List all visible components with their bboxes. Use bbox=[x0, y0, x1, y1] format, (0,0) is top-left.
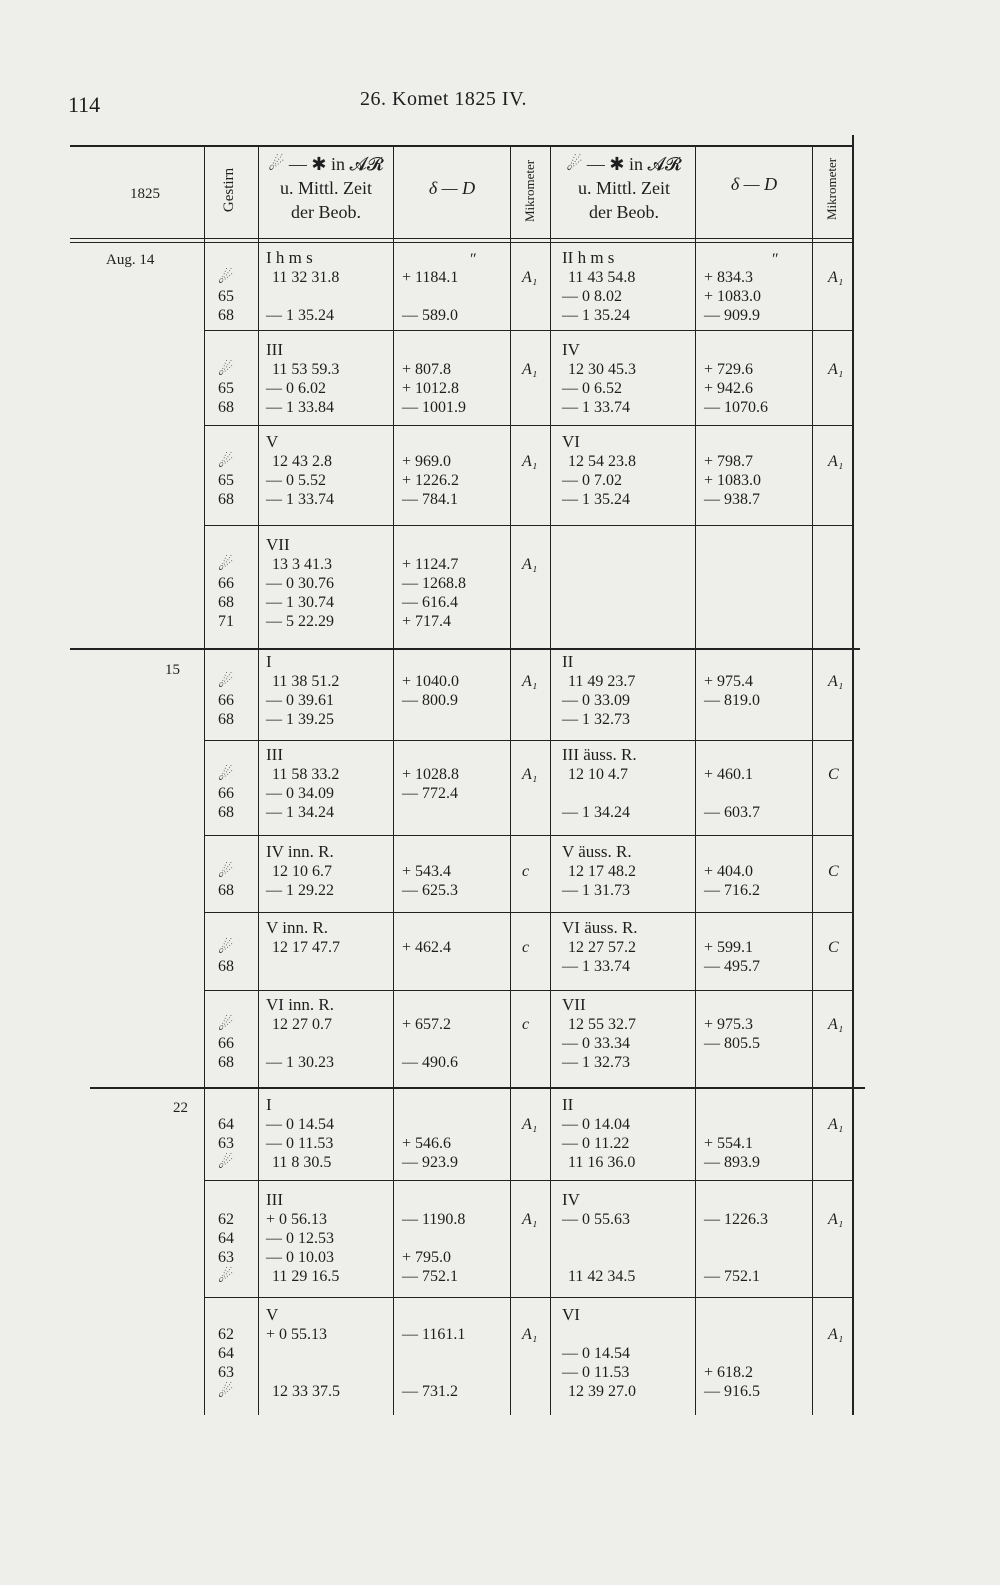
delta-value: + 834.3 bbox=[704, 269, 754, 286]
time-value: + 0 56.13 bbox=[266, 1211, 328, 1228]
date-separator-22 bbox=[90, 1087, 865, 1089]
gestirn-cell: 65 bbox=[218, 288, 234, 305]
gestirn-cell: 66 bbox=[218, 1035, 234, 1052]
table-top-rule bbox=[70, 145, 852, 147]
time-value: — 1 30.23 bbox=[266, 1054, 334, 1071]
time-value: — 0 11.22 bbox=[562, 1135, 630, 1152]
delta-value: — 784.1 bbox=[402, 491, 458, 508]
delta-value: + 1124.7 bbox=[402, 556, 459, 573]
header-gestirn: Gestirn bbox=[221, 167, 237, 213]
block-separator bbox=[204, 990, 852, 991]
delta-value: — 752.1 bbox=[704, 1268, 760, 1285]
col-rule-delta1 bbox=[393, 145, 394, 1415]
time-value: — 1 35.24 bbox=[562, 307, 630, 324]
gestirn-cell: ☄ bbox=[218, 555, 234, 574]
time-value: — 0 6.52 bbox=[562, 380, 622, 397]
delta-value: + 543.4 bbox=[402, 863, 452, 880]
col-rule-micro2 bbox=[812, 145, 813, 1415]
page-title: 26. Komet 1825 IV. bbox=[360, 88, 527, 110]
time-value: 11 29 16.5 bbox=[272, 1268, 340, 1285]
delta-value: + 1184.1 bbox=[402, 269, 459, 286]
block-separator bbox=[204, 1297, 852, 1298]
gestirn-cell: 66 bbox=[218, 692, 234, 709]
delta-value: + 1226.2 bbox=[402, 472, 460, 489]
gestirn-cell: ☄ bbox=[218, 1153, 234, 1172]
time-value: — 1 33.74 bbox=[266, 491, 334, 508]
time-value: 12 27 0.7 bbox=[272, 1016, 332, 1033]
gestirn-cell: ☄ bbox=[218, 862, 234, 881]
col-rule-time2 bbox=[550, 145, 551, 1415]
gestirn-cell: 66 bbox=[218, 575, 234, 592]
micrometer-code: A₁ bbox=[522, 361, 538, 378]
time-value: + 0 55.13 bbox=[266, 1326, 328, 1343]
time-value: — 0 30.76 bbox=[266, 575, 334, 592]
time-value: — 0 33.34 bbox=[562, 1035, 630, 1052]
delta-value: — 589.0 bbox=[402, 307, 458, 324]
delta-value: + 1028.8 bbox=[402, 766, 460, 783]
header-col1-line3: der Beob. bbox=[291, 202, 361, 222]
col-rule-gestirn bbox=[204, 145, 205, 1415]
time-value: — 1 35.24 bbox=[266, 307, 334, 324]
time-value: 11 32 31.8 bbox=[272, 269, 340, 286]
header-mikrometer1: Mikrometer bbox=[522, 159, 537, 223]
time-value: — 0 11.53 bbox=[266, 1135, 334, 1152]
observation-label: VI äuss. R. bbox=[562, 918, 638, 937]
micrometer-code: A₁ bbox=[828, 1016, 844, 1033]
delta-value: — 938.7 bbox=[704, 491, 760, 508]
observation-label: III bbox=[266, 745, 283, 764]
gestirn-cell: 68 bbox=[218, 958, 234, 975]
delta-value: + 729.6 bbox=[704, 361, 754, 378]
micrometer-code: A₁ bbox=[828, 269, 844, 286]
header-col2-line2: u. Mittl. Zeit bbox=[578, 178, 670, 198]
time-value: — 0 8.02 bbox=[562, 288, 622, 305]
time-value: — 0 14.04 bbox=[562, 1116, 630, 1133]
gestirn-cell: 65 bbox=[218, 380, 234, 397]
micrometer-code: A₁ bbox=[828, 1116, 844, 1133]
gestirn-cell: 64 bbox=[218, 1345, 234, 1362]
gestirn-cell: 66 bbox=[218, 785, 234, 802]
micrometer-code: A₁ bbox=[522, 556, 538, 573]
seconds-mark: ″ bbox=[772, 251, 779, 268]
time-value: — 0 34.09 bbox=[266, 785, 334, 802]
header-mikrometer2: Mikrometer bbox=[824, 157, 839, 221]
time-value: 12 27 57.2 bbox=[568, 939, 636, 956]
delta-value: + 599.1 bbox=[704, 939, 754, 956]
delta-value: — 716.2 bbox=[704, 882, 760, 899]
time-value: — 1 32.73 bbox=[562, 711, 630, 728]
time-value: — 0 12.53 bbox=[266, 1230, 334, 1247]
gestirn-cell: ☄ bbox=[218, 1267, 234, 1286]
observation-label: III bbox=[266, 1190, 283, 1209]
gestirn-cell: ☄ bbox=[218, 268, 234, 287]
header-delta1: δ — D bbox=[428, 178, 476, 198]
date-aug-14: Aug. 14 bbox=[106, 252, 155, 268]
time-value: — 1 33.74 bbox=[562, 399, 630, 416]
delta-value: + 462.4 bbox=[402, 939, 452, 956]
micrometer-code: A₁ bbox=[522, 1211, 538, 1228]
gestirn-cell: ☄ bbox=[218, 452, 234, 471]
observation-label: VI bbox=[562, 432, 580, 451]
micrometer-code: A₁ bbox=[828, 673, 844, 690]
delta-value: — 731.2 bbox=[402, 1383, 458, 1400]
time-value: 12 17 48.2 bbox=[568, 863, 636, 880]
observation-label: IV inn. R. bbox=[266, 842, 334, 861]
gestirn-cell: 62 bbox=[218, 1326, 234, 1343]
gestirn-cell: ☄ bbox=[218, 938, 234, 957]
micrometer-code: C bbox=[828, 863, 839, 880]
delta-value: + 546.6 bbox=[402, 1135, 452, 1152]
col-rule-time1 bbox=[258, 145, 259, 1415]
micrometer-code: c bbox=[522, 863, 530, 880]
delta-value: — 752.1 bbox=[402, 1268, 458, 1285]
observation-label: V bbox=[266, 432, 279, 451]
micrometer-code: c bbox=[522, 939, 530, 956]
time-value: 12 54 23.8 bbox=[568, 453, 636, 470]
observation-label: VI bbox=[562, 1305, 580, 1324]
header-year: 1825 bbox=[130, 186, 160, 202]
delta-value: + 554.1 bbox=[704, 1135, 754, 1152]
time-value: — 0 39.61 bbox=[266, 692, 334, 709]
block-separator bbox=[204, 525, 852, 526]
time-value: — 1 33.74 bbox=[562, 958, 630, 975]
time-value: — 1 33.84 bbox=[266, 399, 334, 416]
observation-label: II bbox=[562, 652, 574, 671]
time-value: — 1 32.73 bbox=[562, 1054, 630, 1071]
observation-label: I h m s bbox=[266, 248, 313, 267]
time-value: 11 43 54.8 bbox=[568, 269, 636, 286]
header-delta2: δ — D bbox=[730, 174, 778, 194]
time-value: — 1 30.74 bbox=[266, 594, 334, 611]
gestirn-cell: 68 bbox=[218, 882, 234, 899]
observation-label: V inn. R. bbox=[266, 918, 329, 937]
seconds-mark: ″ bbox=[470, 251, 477, 268]
delta-value: — 923.9 bbox=[402, 1154, 458, 1171]
time-value: 13 3 41.3 bbox=[272, 556, 332, 573]
time-value: — 1 31.73 bbox=[562, 882, 630, 899]
time-value: — 0 33.09 bbox=[562, 692, 630, 709]
delta-value: — 490.6 bbox=[402, 1054, 458, 1071]
observation-label: III bbox=[266, 340, 283, 359]
delta-value: — 603.7 bbox=[704, 804, 760, 821]
time-value: — 0 10.03 bbox=[266, 1249, 334, 1266]
delta-value: — 1190.8 bbox=[402, 1211, 466, 1228]
time-value: — 1 35.24 bbox=[562, 491, 630, 508]
delta-value: — 893.9 bbox=[704, 1154, 760, 1171]
gestirn-cell: 68 bbox=[218, 1054, 234, 1071]
gestirn-cell: 64 bbox=[218, 1116, 234, 1133]
col-rule-delta2 bbox=[695, 145, 696, 1415]
micrometer-code: A₁ bbox=[828, 1326, 844, 1343]
observation-label: IV bbox=[562, 1190, 580, 1209]
date-separator-15 bbox=[70, 648, 860, 650]
delta-value: + 460.1 bbox=[704, 766, 754, 783]
col-rule-micro1 bbox=[510, 145, 511, 1415]
delta-value: — 1001.9 bbox=[402, 399, 466, 416]
gestirn-cell: 65 bbox=[218, 472, 234, 489]
delta-value: — 772.4 bbox=[402, 785, 458, 802]
block-separator bbox=[204, 425, 852, 426]
observation-label: V bbox=[266, 1305, 279, 1324]
time-value: — 0 55.63 bbox=[562, 1211, 630, 1228]
delta-value: — 616.4 bbox=[402, 594, 458, 611]
time-value: 11 16 36.0 bbox=[568, 1154, 636, 1171]
delta-value: — 625.3 bbox=[402, 882, 458, 899]
delta-value: + 657.2 bbox=[402, 1016, 452, 1033]
observation-label: I bbox=[266, 652, 272, 671]
time-value: 12 10 4.7 bbox=[568, 766, 628, 783]
col-rule-right bbox=[852, 135, 854, 1415]
block-separator bbox=[204, 330, 852, 331]
gestirn-cell: 62 bbox=[218, 1211, 234, 1228]
time-value: 11 42 34.5 bbox=[568, 1268, 636, 1285]
gestirn-cell: 71 bbox=[218, 613, 234, 630]
gestirn-cell: 64 bbox=[218, 1230, 234, 1247]
time-value: 12 43 2.8 bbox=[272, 453, 332, 470]
gestirn-cell: 68 bbox=[218, 307, 234, 324]
header-col1-line1: ☄ — ✱ in 𝓐𝓡 bbox=[268, 154, 384, 174]
gestirn-cell: 68 bbox=[218, 804, 234, 821]
time-value: — 1 34.24 bbox=[562, 804, 630, 821]
gestirn-cell: ☄ bbox=[218, 360, 234, 379]
delta-value: — 1161.1 bbox=[402, 1326, 466, 1343]
delta-value: — 1226.3 bbox=[704, 1211, 768, 1228]
delta-value: + 1083.0 bbox=[704, 288, 762, 305]
time-value: 11 8 30.5 bbox=[272, 1154, 332, 1171]
gestirn-cell: 68 bbox=[218, 491, 234, 508]
delta-value: + 975.4 bbox=[704, 673, 754, 690]
micrometer-code: C bbox=[828, 766, 839, 783]
time-value: 11 49 23.7 bbox=[568, 673, 636, 690]
time-value: — 1 39.25 bbox=[266, 711, 334, 728]
time-value: 11 53 59.3 bbox=[272, 361, 340, 378]
gestirn-cell: 63 bbox=[218, 1364, 234, 1381]
gestirn-cell: ☄ bbox=[218, 1015, 234, 1034]
block-separator bbox=[204, 835, 852, 836]
observation-label: II bbox=[562, 1095, 574, 1114]
time-value: — 1 29.22 bbox=[266, 882, 334, 899]
delta-value: + 1083.0 bbox=[704, 472, 762, 489]
delta-value: — 1268.8 bbox=[402, 575, 466, 592]
delta-value: + 807.8 bbox=[402, 361, 452, 378]
observation-label: III äuss. R. bbox=[562, 745, 637, 764]
micrometer-code: C bbox=[828, 939, 839, 956]
delta-value: + 717.4 bbox=[402, 613, 452, 630]
gestirn-cell: ☄ bbox=[218, 765, 234, 784]
micrometer-code: A₁ bbox=[522, 1116, 538, 1133]
delta-value: — 495.7 bbox=[704, 958, 760, 975]
delta-value: + 404.0 bbox=[704, 863, 754, 880]
time-value: 12 30 45.3 bbox=[568, 361, 636, 378]
micrometer-code: A₁ bbox=[522, 673, 538, 690]
header-col2-line3: der Beob. bbox=[589, 202, 659, 222]
delta-value: — 909.9 bbox=[704, 307, 760, 324]
date-22: 22 bbox=[173, 1100, 188, 1116]
observation-label: V äuss. R. bbox=[562, 842, 632, 861]
delta-value: + 975.3 bbox=[704, 1016, 754, 1033]
gestirn-cell: 68 bbox=[218, 594, 234, 611]
micrometer-code: A₁ bbox=[828, 453, 844, 470]
time-value: — 1 34.24 bbox=[266, 804, 334, 821]
time-value: — 0 14.54 bbox=[266, 1116, 334, 1133]
micrometer-code: A₁ bbox=[522, 453, 538, 470]
time-value: 12 10 6.7 bbox=[272, 863, 332, 880]
block-separator bbox=[204, 1180, 852, 1181]
delta-value: — 819.0 bbox=[704, 692, 760, 709]
header-bottom-rule bbox=[70, 238, 852, 239]
time-value: 12 33 37.5 bbox=[272, 1383, 340, 1400]
observation-label: VII bbox=[562, 995, 586, 1014]
gestirn-cell: 63 bbox=[218, 1249, 234, 1266]
header-bottom-rule-2 bbox=[70, 242, 852, 243]
delta-value: — 800.9 bbox=[402, 692, 458, 709]
delta-value: — 805.5 bbox=[704, 1035, 760, 1052]
gestirn-cell: ☄ bbox=[218, 1382, 234, 1401]
delta-value: + 1012.8 bbox=[402, 380, 460, 397]
micrometer-code: A₁ bbox=[828, 1211, 844, 1228]
delta-value: + 942.6 bbox=[704, 380, 754, 397]
time-value: — 0 5.52 bbox=[266, 472, 326, 489]
delta-value: + 1040.0 bbox=[402, 673, 460, 690]
date-15: 15 bbox=[165, 662, 180, 678]
time-value: 11 38 51.2 bbox=[272, 673, 340, 690]
observation-label: II h m s bbox=[562, 248, 615, 267]
time-value: — 0 11.53 bbox=[562, 1364, 630, 1381]
observation-label: VII bbox=[266, 535, 290, 554]
observation-label: I bbox=[266, 1095, 272, 1114]
page-number: 114 bbox=[68, 92, 101, 117]
time-value: 12 39 27.0 bbox=[568, 1383, 636, 1400]
header-col2-line1: ☄ — ✱ in 𝓐𝓡 bbox=[566, 154, 682, 174]
time-value: 12 17 47.7 bbox=[272, 939, 340, 956]
gestirn-cell: 68 bbox=[218, 399, 234, 416]
delta-value: — 916.5 bbox=[704, 1383, 760, 1400]
micrometer-code: A₁ bbox=[522, 766, 538, 783]
micrometer-code: c bbox=[522, 1016, 530, 1033]
time-value: — 0 6.02 bbox=[266, 380, 326, 397]
time-value: — 0 7.02 bbox=[562, 472, 622, 489]
delta-value: + 618.2 bbox=[704, 1364, 754, 1381]
gestirn-cell: 68 bbox=[218, 711, 234, 728]
block-separator bbox=[204, 912, 852, 913]
observation-label: IV bbox=[562, 340, 580, 359]
micrometer-code: A₁ bbox=[828, 361, 844, 378]
gestirn-cell: 63 bbox=[218, 1135, 234, 1152]
micrometer-code: A₁ bbox=[522, 269, 538, 286]
observation-label: VI inn. R. bbox=[266, 995, 334, 1014]
time-value: 11 58 33.2 bbox=[272, 766, 340, 783]
delta-value: + 795.0 bbox=[402, 1249, 452, 1266]
time-value: — 5 22.29 bbox=[266, 613, 334, 630]
micrometer-code: A₁ bbox=[522, 1326, 538, 1343]
delta-value: — 1070.6 bbox=[704, 399, 768, 416]
header-col1-line2: u. Mittl. Zeit bbox=[280, 178, 372, 198]
gestirn-cell: ☄ bbox=[218, 672, 234, 691]
time-value: 12 55 32.7 bbox=[568, 1016, 636, 1033]
time-value: — 0 14.54 bbox=[562, 1345, 630, 1362]
delta-value: + 969.0 bbox=[402, 453, 452, 470]
delta-value: + 798.7 bbox=[704, 453, 754, 470]
block-separator bbox=[204, 740, 852, 741]
